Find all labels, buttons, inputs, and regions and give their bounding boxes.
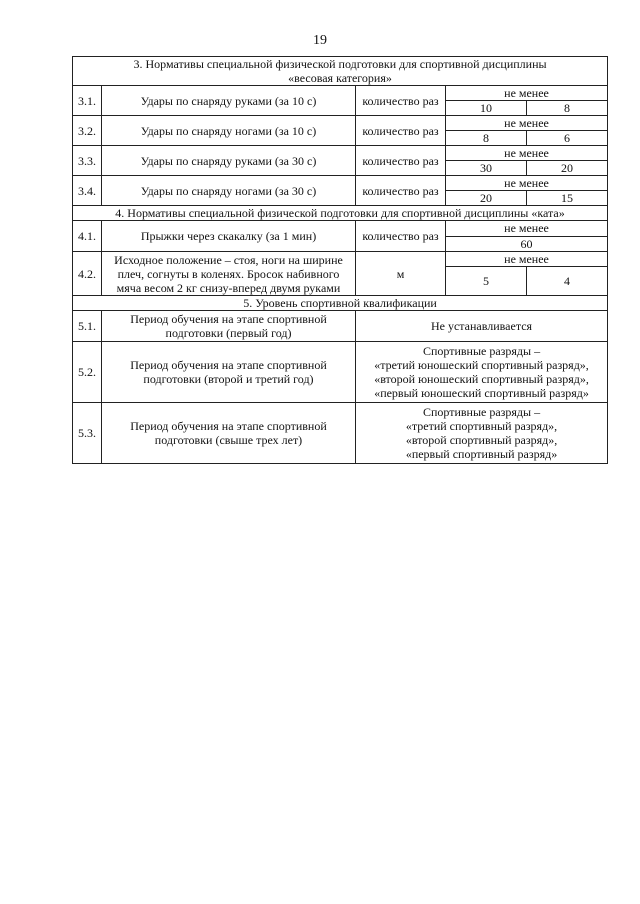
row-number: 5.3. (73, 403, 102, 464)
result-line: «первый юношеский спортивный разряд» (374, 386, 589, 400)
result-line: Спортивные разряды – (422, 344, 541, 358)
result-line: «второй юношеский спортивный разряд», (374, 372, 589, 386)
description-line: подготовки (первый год) (165, 326, 292, 340)
unit-label: количество раз (356, 86, 446, 116)
result-line: Спортивные разряды – (422, 405, 541, 419)
section-4-header (73, 206, 608, 221)
standards-table (72, 56, 608, 464)
row-number: 3.1. (73, 86, 102, 116)
table-row (73, 311, 608, 342)
value-cell: 60 (446, 236, 608, 252)
description-line: мяча весом 2 кг снизу-вперед двумя руками (116, 280, 341, 295)
value-cell: 20 (527, 161, 608, 176)
row-number: 3.2. (73, 116, 102, 146)
unit-label: количество раз (356, 146, 446, 176)
value-cell: 20 (446, 191, 527, 206)
description-line: Период обучения на этапе спортивной (130, 419, 327, 433)
description-line: Исходное положение – стоя, ноги на ширине (114, 252, 343, 267)
exercise-description: Удары по снаряду руками (за 30 с) (102, 146, 356, 176)
unit-label: м (356, 252, 446, 296)
description-line: Период обучения на этапе спортивной (130, 358, 327, 372)
value-cell: 10 (446, 101, 527, 116)
table-row (73, 221, 608, 237)
table-row (73, 176, 608, 191)
row-number: 3.4. (73, 176, 102, 206)
row-number: 4.1. (73, 221, 102, 252)
row-number: 3.3. (73, 146, 102, 176)
section-4-title: 4. Нормативы специальной физической подготовки для спортивной дисциплины «ката» (73, 206, 608, 221)
value-cell: 8 (527, 101, 608, 116)
result-line: «третий юношеский спортивный разряд», (374, 358, 589, 372)
table-row (73, 403, 608, 464)
unit-label: количество раз (356, 116, 446, 146)
value-cell: 4 (527, 267, 608, 296)
qualification-result: Не устанавливается (356, 311, 608, 342)
qualification-result (356, 342, 608, 403)
row-number: 5.2. (73, 342, 102, 403)
unit-label: количество раз (356, 221, 446, 252)
result-line: «третий спортивный разряд», (405, 419, 558, 433)
section-3-title-line1: 3. Нормативы специальной физической подготовки для спортивной дисциплины (133, 57, 547, 71)
value-cell: 8 (446, 131, 527, 146)
value-cell: 30 (446, 161, 527, 176)
table-row (73, 252, 608, 267)
exercise-description: Удары по снаряду ногами (за 30 с) (102, 176, 356, 206)
description-line: Период обучения на этапе спортивной (130, 312, 327, 326)
value-cell: 15 (527, 191, 608, 206)
table-row (73, 86, 608, 101)
table-row (73, 342, 608, 403)
description-line: плеч, согнуты в коленях. Бросок набивного (117, 266, 340, 281)
section-5-header (73, 296, 608, 311)
norm-label: не менее (446, 176, 608, 191)
norm-label: не менее (446, 86, 608, 101)
exercise-description: Удары по снаряду руками (за 10 с) (102, 86, 356, 116)
row-number: 5.1. (73, 311, 102, 342)
table-row (73, 116, 608, 131)
unit-label: количество раз (356, 176, 446, 206)
stage-description (102, 403, 356, 464)
norm-label: не менее (446, 252, 608, 267)
section-5-title: 5. Уровень спортивной квалификации (73, 296, 608, 311)
exercise-description: Удары по снаряду ногами (за 10 с) (102, 116, 356, 146)
page-number: 19 (313, 33, 327, 48)
norm-label: не менее (446, 116, 608, 131)
result-line: «второй спортивный разряд», (405, 433, 558, 447)
norm-label: не менее (446, 146, 608, 161)
stage-description (102, 311, 356, 342)
result-line: «первый спортивный разряд» (405, 447, 558, 461)
description-line: подготовки (свыше трех лет) (154, 433, 303, 447)
section-3-header (73, 57, 608, 86)
stage-description (102, 342, 356, 403)
row-number: 4.2. (73, 252, 102, 296)
norm-label: не менее (446, 221, 608, 237)
value-cell: 6 (527, 131, 608, 146)
exercise-description: Прыжки через скакалку (за 1 мин) (102, 221, 356, 252)
value-cell: 5 (446, 267, 527, 296)
description-line: подготовки (второй и третий год) (143, 372, 314, 386)
qualification-result (356, 403, 608, 464)
section-3-title-line2: «весовая категория» (288, 71, 392, 85)
table-row (73, 146, 608, 161)
section-3-title (73, 57, 608, 86)
exercise-description (102, 252, 356, 296)
